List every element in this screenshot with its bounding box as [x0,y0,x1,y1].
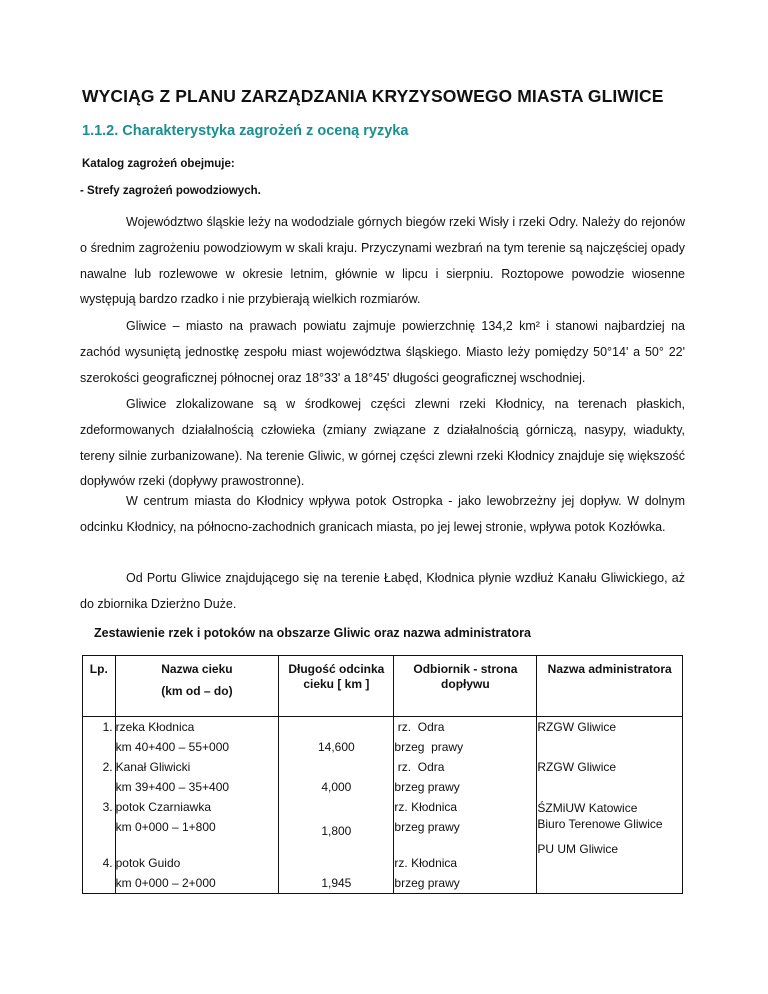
header-name-text: Nazwa cieku [161,662,233,676]
lp-column [83,717,116,894]
document-title: WYCIĄG Z PLANU ZARZĄDZANIA KRYZYSOWEGO MIASTA GLIWICE [82,86,664,106]
row-1-admin: RZGW Gliwice [537,720,617,734]
header-name [115,656,279,717]
row-1-lp: 1. [102,720,113,734]
row-1-length: 14,600 [317,740,355,754]
header-lp [83,656,116,717]
header-name-sub: (km od – do) [161,684,233,698]
paragraph-3: Gliwice zlokalizowane są w środkowej części zlewni rzeki Kłodnicy, na terenach płaskich, zdeformowanych działalnością człowieka (zmiany związane z działalnością górniczą, nasypy, wiadukty, tereny silnie zurbanizowane). Na terenie Gliwic, w górnej części zlewni rzeki Kłodnicy znajduje się większość dopływów rzeki (dopływy prawostronne). [80,397,685,489]
row-4-side: brzeg prawy [394,876,460,890]
table-body-row [83,717,683,894]
header-admin-text: Nazwa administratora [547,662,672,676]
row-2-side: brzeg prawy [394,780,460,794]
row-4-receiver: rz. Kłodnica [394,856,458,870]
header-length [279,656,394,717]
catalog-label: Katalog zagrożeń obejmuje: [82,158,235,170]
paragraph-4: W centrum miasta do Kłodnicy wpływa potok Ostropka - jako lewobrzeżny jej dopływ. W dolnym odcinku Kłodnicy, na północno-zachodnich granicach miasta, po jej lewej stronie, wpływa potok Kozłówka. [80,494,685,534]
row-1-receiver: rz. Odra [394,720,445,734]
table-header-row [83,656,683,717]
header-lp-text: Lp. [89,662,108,676]
row-2-length: 4,000 [321,780,352,794]
row-3-km: km 0+000 – 1+800 [115,820,216,834]
receiver-column [394,717,537,894]
row-3-lp: 3. [102,800,113,814]
row-2-receiver: rz. Odra [394,760,445,774]
paragraph-5: Od Portu Gliwice znajdującego się na terenie Łabęd, Kłodnica płynie wzdłuż Kanału Gliwickiego, aż do zbiornika Dzierżno Duże. [80,571,685,611]
row-2-lp: 2. [102,760,113,774]
admin-column [537,717,683,894]
row-4-length: 1,945 [321,876,352,890]
row-3-admin: ŚZMiUW Katowice Biuro Terenowe Gliwice [537,801,663,831]
row-4-lp: 4. [102,856,113,870]
row-2-km: km 39+400 – 35+400 [115,780,230,794]
row-3-side: brzeg prawy [394,820,460,834]
row-3-receiver: rz. Kłodnica [394,800,458,814]
section-heading: 1.1.2. Charakterystyka zagrożeń z oceną ryzyka [82,123,409,139]
row-3-length: 1,800 [321,824,352,838]
row-1-side: brzeg prawy [394,740,464,754]
paragraph-2: Gliwice – miasto na prawach powiatu zajmuje powierzchnię 134,2 km² i stanowi najbardziej na zachód wysuniętą jednostkę zespołu miast województwa śląskiego. Miasto leży pomiędzy 50°14' a 50° 22' szerokości geograficznej północnej oraz 18°33' a 18°45' długości geograficznej wschodniej. [80,319,685,385]
row-3-name: potok Czarniawka [115,800,211,814]
header-receiver [394,656,537,717]
header-admin [537,656,683,717]
zone-label: - Strefy zagrożeń powodziowych. [80,185,261,197]
length-column [279,717,394,894]
row-2-name: Kanał Gliwicki [115,760,191,774]
paragraph-1: Województwo śląskie leży na wododziale górnych biegów rzeki Wisły i rzeki Odry. Należy do rejonów o średnim zagrożeniu powodziowym w skali kraju. Przyczynami wezbrań na tym terenie są najczęściej opady nawalne lub rozlewowe w okresie letnim, głównie w lipcu i sierpniu. Roztopowe powodzie wiosenne występują bardzo rzadko i nie przybierają wielkich rozmiarów. [80,215,685,307]
header-receiver-text: Odbiornik - strona dopływu [413,662,518,691]
header-length-text: Długość odcinka cieku [ km ] [288,662,385,691]
row-2-admin: RZGW Gliwice [537,760,617,774]
row-1-name: rzeka Kłodnica [115,720,195,734]
row-4-km: km 0+000 – 2+000 [115,876,216,890]
row-4-admin: PU UM Gliwice [537,842,619,856]
row-1-km: km 40+400 – 55+000 [115,740,230,754]
row-4-name: potok Guido [115,856,181,870]
name-column [115,717,279,894]
rivers-table [82,655,683,894]
table-caption: Zestawienie rzek i potoków na obszarze Gliwic oraz nazwa administratora [94,626,531,640]
